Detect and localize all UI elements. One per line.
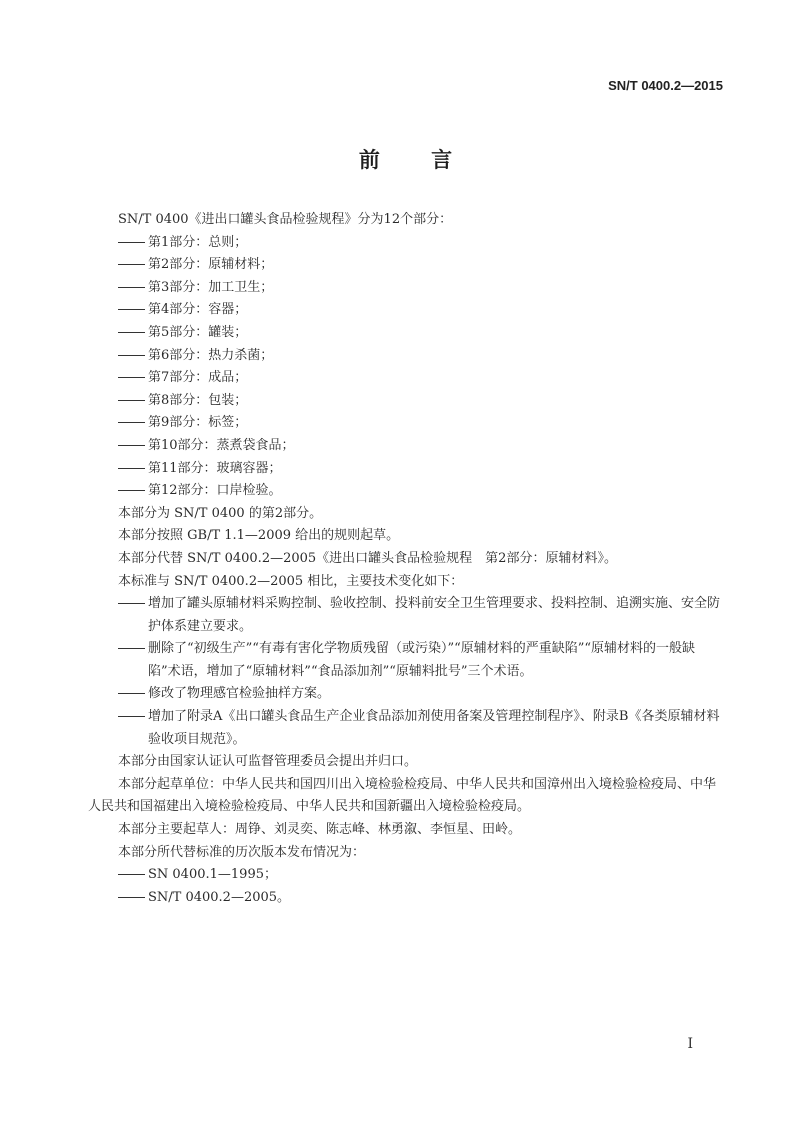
dash-mark	[118, 480, 148, 503]
list-item-text: SN/T 0400.2—2005。	[148, 889, 291, 905]
dash-mark	[118, 254, 148, 277]
list-item	[88, 638, 724, 683]
history-intro-paragraph: 本部分所代替标准的历次版本发布情况为：	[118, 844, 366, 860]
list-item	[88, 322, 724, 345]
foreword-body	[88, 209, 724, 909]
list-item-text: 第12部分：口岸检验。	[148, 483, 282, 499]
drafting-rules-paragraph: 本部分按照 GB/T 1.1—2009 给出的规则起草。	[118, 528, 400, 544]
history-list	[88, 864, 724, 909]
dash-mark	[118, 887, 148, 910]
list-item	[88, 412, 724, 435]
dash-mark	[118, 638, 148, 661]
dash-mark	[118, 435, 148, 458]
list-item	[88, 435, 724, 458]
list-item-text: 增加了罐头原辅材料采购控制、验收控制、投料前安全卫生管理要求、投料控制、追溯实施、安全防护体系建立要求。	[148, 596, 721, 634]
list-item-text: 第9部分：标签；	[148, 415, 248, 431]
list-item-text: 第4部分：容器；	[148, 302, 248, 318]
list-item	[88, 299, 724, 322]
list-item	[88, 683, 724, 706]
dash-mark	[118, 706, 148, 729]
list-item-text: SN 0400.1—1995；	[148, 867, 277, 883]
list-item	[88, 390, 724, 413]
list-item-text: 第8部分：包装；	[148, 392, 248, 408]
changes-list	[88, 593, 724, 751]
list-item-text: 第5部分：罐装；	[148, 324, 248, 340]
list-item	[88, 345, 724, 368]
list-item	[88, 458, 724, 481]
dash-mark	[118, 322, 148, 345]
list-item-text: 第1部分：总则；	[148, 234, 248, 250]
parts-list	[88, 232, 724, 503]
list-item	[88, 277, 724, 300]
part-of-paragraph: 本部分为 SN/T 0400 的第2部分。	[118, 505, 323, 521]
list-item-text: 第7部分：成品；	[148, 370, 248, 386]
page-title: 前 言	[358, 148, 475, 172]
list-item	[88, 232, 724, 255]
dash-mark	[118, 232, 148, 255]
list-item-text: 第2部分：原辅材料；	[148, 257, 274, 273]
changes-intro-paragraph: 本标准与 SN/T 0400.2—2005 相比，主要技术变化如下：	[118, 573, 464, 589]
page-number: I	[687, 1036, 693, 1052]
drafting-units-paragraph: 本部分起草单位：中华人民共和国四川出入境检验检疫局、中华人民共和国漳州出入境检验检疫局、中华人民共和国福建出入境检验检疫局、中华人民共和国新疆出入境检验检疫局。	[88, 776, 717, 815]
dash-mark	[118, 390, 148, 413]
list-item-text: 第11部分：玻璃容器；	[148, 460, 282, 476]
dash-mark	[118, 277, 148, 300]
list-item-text: 第3部分：加工卫生；	[148, 279, 274, 295]
list-item	[88, 254, 724, 277]
intro-paragraph: SN/T 0400《进出口罐头食品检验规程》分为12个部分：	[118, 212, 453, 227]
list-item-text: 第10部分：蒸煮袋食品；	[148, 437, 295, 453]
dash-mark	[118, 864, 148, 887]
dash-mark	[118, 458, 148, 481]
dash-mark	[118, 299, 148, 322]
replaces-paragraph: 本部分代替 SN/T 0400.2—2005《进出口罐头食品检验规程 第2部分：原辅材料》。	[118, 550, 617, 566]
list-item-text: 第6部分：热力杀菌；	[148, 347, 274, 363]
dash-mark	[118, 412, 148, 435]
dash-mark	[118, 593, 148, 616]
list-item-text: 删除了“初级生产”“有毒有害化学物质残留（或污染）”“原辅材料的严重缺陷”“原辅材料的一般缺陷”术语，增加了“原辅材料”“食品添加剂”“原辅料批号”三个术语。	[148, 641, 696, 679]
list-item	[88, 367, 724, 390]
list-item-text: 修改了物理感官检验抽样方案。	[148, 686, 331, 702]
standard-code: SN/T 0400.2—2015	[608, 78, 723, 93]
list-item	[88, 480, 724, 503]
list-item	[88, 706, 724, 751]
list-item-text: 增加了附录A《出口罐头食品生产企业食品添加剂使用备案及管理控制程序》、附录B《各类原辅材料验收项目规范》。	[148, 709, 720, 747]
dash-mark	[118, 367, 148, 390]
list-item	[88, 887, 724, 910]
drafters-paragraph: 本部分主要起草人：周铮、刘灵奕、陈志峰、林勇溆、李恒星、田岭。	[118, 822, 522, 838]
list-item	[88, 593, 724, 638]
dash-mark	[118, 345, 148, 368]
dash-mark	[118, 683, 148, 706]
list-item	[88, 864, 724, 887]
proposed-by-paragraph: 本部分由国家认证认可监督管理委员会提出并归口。	[118, 754, 418, 770]
